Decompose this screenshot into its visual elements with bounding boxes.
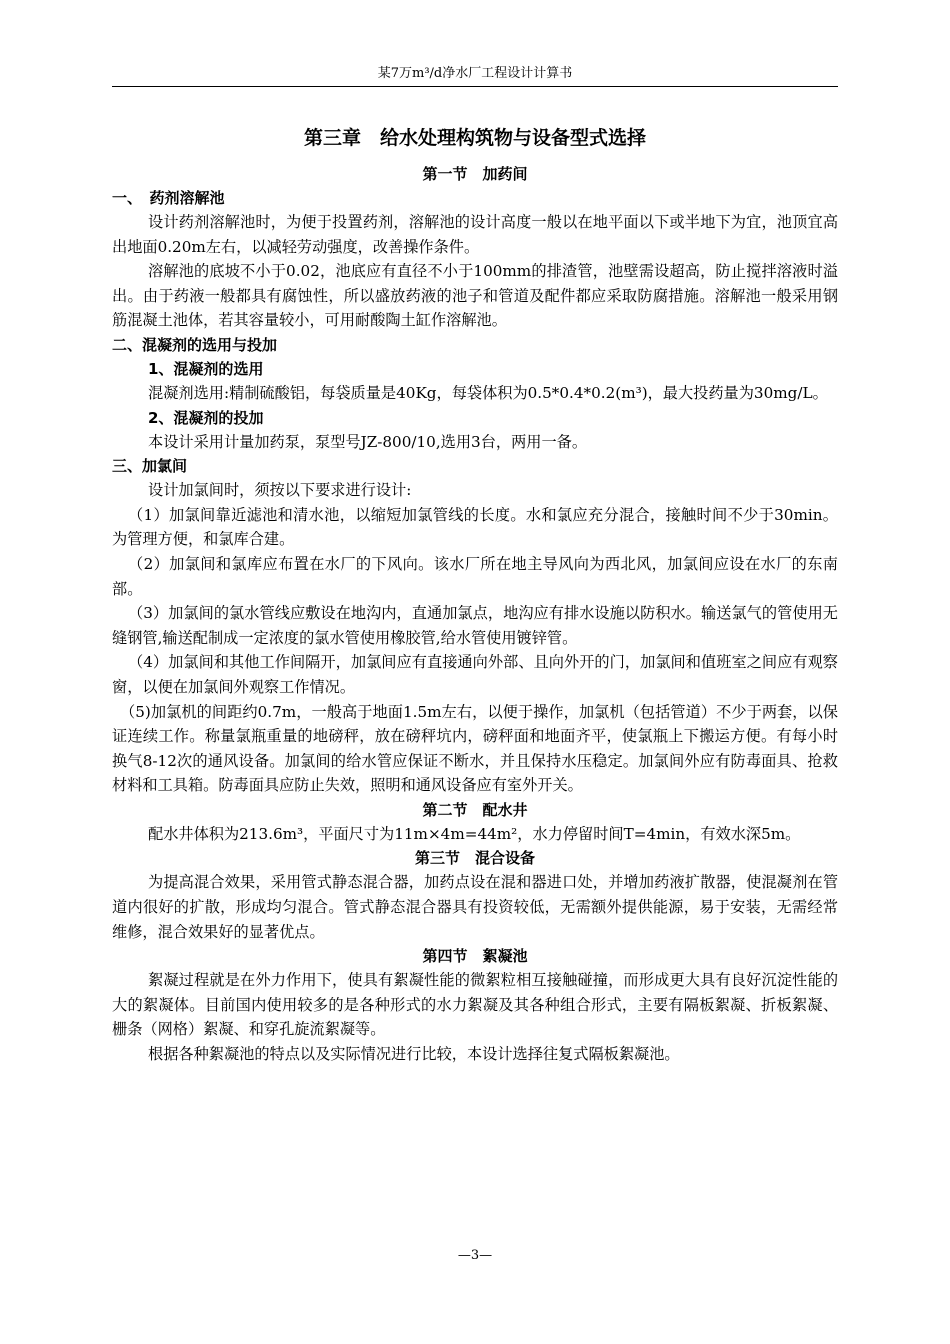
list-item: （3）加氯间的氯水管线应敷设在地沟内，直通加氯点，地沟应有排水设施以防积水。输送氯气的管使用无缝钢管,输送配制成一定浓度的氯水管使用橡胶管,给水管使用镀锌管。 <box>112 604 838 647</box>
section-title-flocculation-tank: 第四节 絮凝池 <box>422 947 528 966</box>
subheading-coagulant-dosing: 2、混凝剂的投加 <box>148 408 264 427</box>
list-item: （1）加氯间靠近滤池和清水池，以缩短加氯管线的长度。水和氯应充分混合，接触时间不少于30min。为管理方便，和氯库合建。 <box>112 505 838 549</box>
heading-coagulant: 二、混凝剂的选用与投加 <box>112 335 278 354</box>
paragraph: 本设计采用计量加药泵，泵型号JZ-800/10,选用3台，两用一备。 <box>148 432 588 451</box>
paragraph: 溶解池的底坡不小于0.02，池底应有直径不小于100mm的排渣管，池壁需设超高，防止搅拌溶液时溢出。由于药液一般都具有腐蚀性，所以盛放药液的池子和管道及配件都应采取防腐措施。溶解池一般采用钢筋混凝土池体，若其容量较小，可用耐酸陶土缸作溶解池。 <box>112 262 838 330</box>
paragraph: 根据各种絮凝池的特点以及实际情况进行比较，本设计选择往复式隔板絮凝池。 <box>148 1045 680 1064</box>
heading-chlorination-room: 三、加氯间 <box>112 457 188 476</box>
paragraph: 设计药剂溶解池时，为便于投置药剂，溶解池的设计高度一般以在地平面以下或半地下为宜，池顶宜高出地面0.20m左右，以减轻劳动强度，改善操作条件。 <box>112 213 838 256</box>
paragraph: 絮凝过程就是在外力作用下，使具有絮凝性能的微絮粒相互接触碰撞，而形成更大具有良好沉淀性能的大的絮凝体。目前国内使用较多的是各种形式的水力絮凝及其各种组合形式，主要有隔板絮凝、折板絮凝、栅条（网格）絮凝、和穿孔旋流絮凝等。 <box>112 971 838 1039</box>
list-item: （5)加氯机的间距约0.7m，一般高于地面1.5m左右，以便于操作，加氯机（包括管道）不少于两套，以保证连续工作。称量氯瓶重量的地磅秤，放在磅秤坑内，磅秤面和地面齐平，使氯瓶上下搬运方便。有每小时换气8-12次的通风设备。加氯间的给水管应保证不断水，并且保持水压稳定。加氯间外应有防毒面具、抢救材料和工具箱。防毒面具应防止失效，照明和通风设备应有室外开关。 <box>112 702 838 795</box>
section-title-dosing-room: 第一节 加药间 <box>422 165 528 183</box>
chapter-title: 第三章 给水处理构筑物与设备型式选择 <box>303 127 646 149</box>
list-item: （2）加氯间和氯库应布置在水厂的下风向。该水厂所在地主导风向为西北风，加氯间应设在水厂的东南部。 <box>112 554 838 598</box>
paragraph: 配水井体积为213.6m³，平面尺寸为11m×4m=44m²，水力停留时间T=4min，有效水深5m。 <box>148 824 801 843</box>
document-body <box>112 120 838 1067</box>
paragraph: 设计加氯间时，须按以下要求进行设计: <box>148 481 412 500</box>
list-item: （4）加氯间和其他工作间隔开，加氯间应有直接通向外部、且向外开的门，加氯间和值班室之间应有观察窗，以便在加氯间外观察工作情况。 <box>112 653 838 696</box>
page-number: —3— <box>457 1248 493 1263</box>
page-header: 某7万m³/d净水厂工程设计计算书 <box>112 64 838 87</box>
section-title-mixing-equipment: 第三节 混合设备 <box>414 849 535 868</box>
section-title-distribution-well: 第二节 配水井 <box>422 800 528 819</box>
paragraph: 为提高混合效果，采用管式静态混合器，加药点设在混和器进口处，并增加药液扩散器，使混凝剂在管道内很好的扩散，形成均匀混合。管式静态混合器具有投资较低，无需额外提供能源，易于安装，无需经常维修，混合效果好的显著优点。 <box>112 873 838 941</box>
heading-dissolving-tank: 一、 药剂溶解池 <box>112 189 225 207</box>
subheading-coagulant-selection: 1、混凝剂的选用 <box>148 359 264 378</box>
paragraph: 混凝剂选用:精制硫酸铝，每袋质量是40Kg，每袋体积为0.5*0.4*0.2(m³)，最大投药量为30mg/L。 <box>148 383 828 402</box>
